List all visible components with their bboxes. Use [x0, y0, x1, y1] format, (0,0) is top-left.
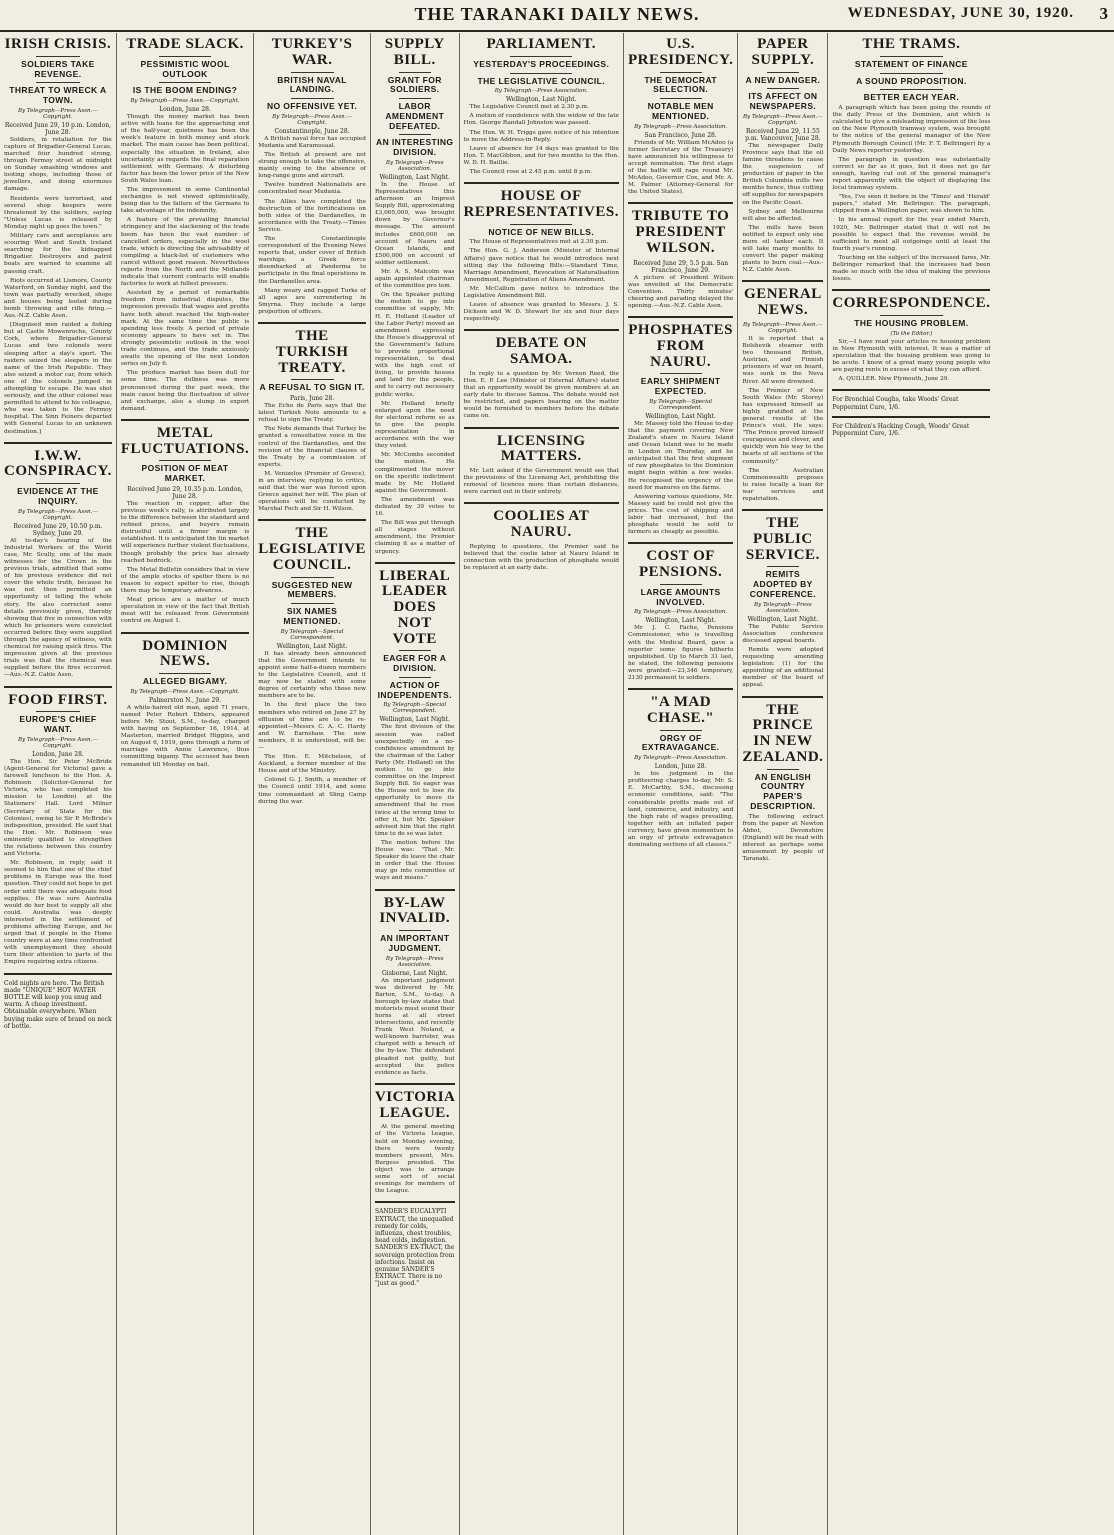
article-subheading: SIX NAMES MENTIONED. — [283, 606, 341, 627]
article — [121, 37, 249, 413]
article-divider — [375, 562, 455, 564]
headline-rule — [291, 577, 334, 578]
article-headline: BY-LAW INVALID. — [379, 894, 451, 927]
article — [258, 322, 366, 513]
headline-rule — [399, 98, 431, 99]
article-paragraph: Replying to questions, the Premier said he believed that the coolie labor at Nauru Island in connection with the production of phosphate would be replaced at an early date. — [463, 543, 619, 572]
article-dateline: Wellington, Last Night. — [276, 642, 348, 650]
article-headline: HOUSE OF REPRESENTATIVES. — [463, 188, 619, 220]
article-paragraph: Remits were adopted requesting amending legislation: (1) for the appointing of an additional member of the board of appeal. — [742, 646, 824, 689]
article-headline: CORRESPONDENCE. — [832, 295, 991, 312]
article-subheading: LARGE AMOUNTS INVOLVED. — [640, 586, 721, 607]
article-headline: PARLIAMENT. — [486, 36, 597, 52]
article-paragraph: The Premier of New South Wales (Mr. Storey) has expressed himself as highly gratified at the general results of the Prince's visit. He says: "The Prince proved himself courageous and clever, and quickly won his way to the hearts of all sections of the community." — [742, 387, 824, 465]
article-headline: LIBERAL LEADER DOES NOT VOTE — [379, 567, 451, 647]
article-dateline: Received June 29, 5.5 p.m. San Francisco, June 29. — [633, 259, 729, 274]
article-subheading: EARLY SHIPMENT EXPECTED. — [640, 376, 721, 397]
column-4 — [371, 33, 460, 1535]
article-paragraph: Mr. Holland briefly enlarged upon the need for electoral reform so as to give the people representation in accordance with the way they voted. — [374, 400, 455, 450]
article-paragraph: Mr. Massey told the House to-day that the payment covering New Zealand's share in Nauru Island and Ocean Island was to be made in London on Thursday, and he anticipated that the first shipment of raw phosphates to the Dominion might begin within a few weeks. He recognised the urgency of the need for manures on the farms. — [627, 420, 734, 491]
article-headline: THE PUBLIC SERVICE. — [745, 515, 820, 563]
headline-rule — [159, 673, 210, 674]
article-paragraph: Colonel G. J. Smith, a member of the Council until 1914, and some time commandant at Sling Camp during the war. — [258, 777, 366, 805]
article-subheading: THE LEGISLATIVE COUNCIL. — [477, 75, 605, 86]
article-headline: THE TRAMS. — [862, 36, 961, 52]
article-headline: COST OF PENSIONS. — [639, 548, 723, 581]
headline-rule — [291, 98, 334, 99]
headline-rule — [510, 73, 572, 74]
article — [742, 509, 823, 689]
headline-rule — [399, 72, 431, 73]
article-paragraph: A white-haired old man, aged 71 years, named Peter Robert Ebbers, appeared before Mr. Stout, S.M., to-day, charged with having on September 16, 1914, at Masterton, married Bridget Higgins, and on August 6, 1919, gone through a form of marriage with Annie Lawrence, thus committing bigamy. The accused has been remanded till Monday on bail. — [120, 704, 250, 768]
article-paragraph: The paragraph in question was substantially correct so far as it goes, but it does not go far enough, having cut out of the general manager's report apparently with the object of displaying the local tramway system. — [832, 156, 991, 192]
headline-rule — [767, 769, 799, 770]
article-subheading: A NEW DANGER. — [745, 74, 821, 85]
article-byline: By Telegraph—Special Correspondent. — [649, 398, 713, 411]
article-paragraph: Assisted by a period of remarkable freedom from industrial disputes, the impression prevails that wages and profits have both about reached the high-water mark. At the same time the public is spending less freely. A period of private economy appears to have set in. The strongly pessimistic outlook in the wool trade continues, and the trade anxiously awaits the opening of the next London series on July 6. — [120, 290, 250, 368]
article-paragraph: Mr. A. S. Malcolm was again appointed chairman of the committee pro tem. — [374, 268, 455, 290]
article-paragraph: "Yes, I've seen it before in the 'Times' and 'Herald' papers," stated Mr. Bellringer. The paragraph, clipped from a Wellington paper, was shown to him. — [832, 194, 991, 215]
article — [464, 329, 619, 420]
article-headline: "A MAD CHASE." — [647, 694, 715, 726]
article-dateline: Received June 29, 10.35 p.m. London, June 28. — [127, 485, 243, 500]
headline-rule — [767, 72, 799, 73]
article — [628, 202, 733, 310]
article-subheading: THE DEMOCRAT SELECTION. — [644, 74, 717, 95]
headline-rule — [291, 72, 334, 73]
article-subheading: IS THE BOOM ENDING? — [132, 85, 238, 96]
article-subheading: AN IMPORTANT JUDGMENT. — [380, 933, 450, 953]
article-byline: By Telegraph—Press Assn.—Copyright. — [130, 688, 240, 695]
article-subheading: NOTICE OF NEW BILLS. — [488, 226, 595, 237]
article — [464, 427, 619, 497]
masthead — [0, 0, 1114, 32]
headline-rule — [767, 88, 799, 89]
article-headline: METAL FLUCTUATIONS. — [120, 424, 250, 457]
article-byline: (To the Editor.) — [890, 330, 933, 337]
article-divider — [258, 322, 366, 324]
ad-divider — [832, 389, 990, 391]
headline-rule — [880, 315, 943, 316]
article — [742, 696, 823, 864]
article-dateline: London, June 28. — [32, 750, 84, 758]
article — [628, 316, 733, 536]
ad-divider — [4, 973, 112, 975]
article-dateline: Wellington, Last Night. — [505, 96, 577, 104]
article-paragraph: The amendment was defeated by 39 votes to 16. — [374, 496, 455, 518]
article-divider — [832, 289, 990, 291]
article-paragraph: The Hon. G. J. Anderson (Minister of Internal Affairs) gave notice that he would introduce next sitting day the following Bills:—Standard Time, Marriage Amendment, Revocation of Naturalisation Amendment, Registration of Aliens Amendment. — [463, 248, 619, 283]
headline-rule — [660, 730, 702, 731]
article-paragraph: At the general meeting of the Victoria League, held on Monday evening, there were twenty members present, Mrs. Burgess presided. The object was to arrange some sort of social evenings for members of the League. — [374, 1124, 455, 1195]
article-headline: THE TURKISH TREATY. — [275, 328, 349, 376]
article-paragraph: Leave of absence was granted to Messrs. J. S. Dickson and W. D. Stewart for six and four days respectively. — [463, 302, 619, 323]
article-paragraph: Soldiers, in retaliation for the capture of Brigadier-General Lucas, marched four hundred strong, through Fermoy street at midnight on Sunday smashing windows and looting shops, including those of jewellers, and doing enormous damage. — [4, 136, 112, 193]
page-number: 3 — [1099, 4, 1108, 23]
article-paragraph: The motion before the House was: "That Mr. Speaker do leave the chair in order that the House may go into committee of ways and means." — [374, 839, 455, 882]
article-byline: By Telegraph—Press Assn.—Copyright. — [272, 113, 352, 126]
article-paragraph: The Legislative Council met at 2.30 p.m. — [469, 104, 589, 111]
article-paragraph: The Echo de Paris says that the latest Turkish Note amounts to a refusal to sign the Treaty. — [258, 403, 366, 424]
article — [742, 37, 823, 274]
article-dateline: London, June 28. — [159, 106, 211, 114]
article-headline: VICTORIA LEAGUE. — [374, 1088, 456, 1121]
article-subheading: SUGGESTED NEW MEMBERS. — [271, 579, 353, 600]
issue-date: WEDNESDAY, JUNE 30, 1920. — [847, 5, 1074, 21]
article-headline: TRADE SLACK. — [126, 36, 244, 52]
article-paragraph: A. QUILLER. New Plymouth, June 29. — [838, 376, 950, 383]
article-paragraph: The Note demands that Turkey be granted a consultative voice in the control of the Dardanelles, and the revision of the financial clauses of the Treaty by a commission of experts. — [258, 426, 366, 468]
article-paragraph: A paragraph which has been going the rounds of the daily Press of the Dominion, and which is calculated to give a misleading impression of the loss on the New Plymouth tramway system, was brought to the notice of the general manager of the New Plymouth Borough Council (Mr. F. T. Bellringer) by a Daily News reporter yesterday. — [832, 105, 991, 154]
advertisement-text: For Bronchial Coughs, take Woods' Great Peppermint Cure, 1/6. — [832, 396, 959, 411]
article-paragraph: Mr. J. C. Fache, Pensions Commissioner, who is travelling with the Medical Board, gave a reporter some figures hitherto unpublished. Up to March 31 last, he stated, the following pensions were granted:—23,346 temporary, 2130 permanent to soldiers. — [627, 625, 734, 681]
article-columns — [0, 33, 1114, 1535]
article-paragraph: The Hon. Sir Peter McBride (Agent-General for Victoria) gave a farewell luncheon to the Hon. A. Robinson (Solicitor-General for Victoria, who has completed his mission to London) at the Stationers' Hall. Lord Milner (Secretary of State for the Colonies), owing to Sir P. McBride's indisposition, presided. He said that the Hon. Mr. Robinson was eminently qualified to strengthen the relations between this country and Victoria. — [4, 758, 112, 858]
article-headline: LICENSING MATTERS. — [496, 432, 586, 465]
article-paragraph: The Australian Commonwealth proposes to raise locally a loan for war services and repatriation. — [742, 467, 824, 503]
article-paragraph: At to-day's hearing of the Industrial Workers of the World case, Mr. Scully, one of the main witnesses for the Crown in the previous trials, admitted that some of his previous evidence did not cover the whole truth, because he was not then permitted an opportunity of telling the whole story. He also corrected some details previously given, thereby showing that five in connection with which he prisoners were convicted occurred before they were supplied through the agency of witness, with chemical for raising quick fires. The impression given at the previous trials was that the chemical was supplied before the fires occurred.—Aus.-N.Z. Cable Assn. — [4, 537, 112, 679]
article-byline: By Telegraph—Press Association. — [634, 609, 728, 616]
article-subheading: POSITION OF MEAT MARKET. — [141, 463, 229, 484]
headline-rule — [660, 72, 702, 73]
article — [375, 562, 455, 883]
article-paragraph: Mr. McCombs seconded the motion. He complimented the mover on the specific indictment made by Mr. Holland against the Government. — [374, 452, 455, 494]
article-paragraph: A British naval force has occupied Mudania and Karamusaal. — [258, 135, 366, 149]
article-dateline: Wellington, Last Night. — [747, 615, 819, 623]
article-paragraph: Leave of absence for 14 days was granted to the Hon. T. MacGibbon, and for two months to the Hon. W. D. H. Baillie. — [463, 145, 619, 166]
article-divider — [742, 509, 823, 511]
article-subheading: AN INTERESTING DIVISION. — [376, 137, 454, 158]
article-paragraph: M. Venizelos (Premier of Greece), in an interview, replying to critics, said that the war was forced upon Greece against her will. The plan of operations will be conducted by Marshal Foch and Sir H. Wilson. — [258, 470, 366, 513]
article-headline: THE LEGISLATIVE COUNCIL. — [258, 525, 366, 573]
ad-divider — [375, 1201, 455, 1203]
article-subheading: ACTION OF INDEPENDENTS. — [377, 679, 452, 700]
article-headline: DEBATE ON SAMOA. — [495, 335, 587, 368]
article-paragraph: Mr. McCallum gave notice to introduce the Legislative Amendment Bill. — [463, 285, 619, 300]
article-divider — [742, 280, 823, 282]
article — [121, 419, 249, 626]
article — [742, 280, 823, 503]
article-paragraph: The first division of the session was called unexpectedly on a no-confidence amendment by the chairman of the Labor Party (Mr. Holland) on the motion to go into committee on the Imprest Supply Bill. So eager was the House not to lose its opportunity to move its amendment that he rose twice at the wrong time to offer it, but Mr. Speaker advised him that the right time to do so was later. — [374, 724, 455, 837]
article-byline: By Telegraph—Press Assn.—Copyright. — [742, 113, 823, 126]
article-dateline: Palmerston N., June 29. — [149, 696, 222, 704]
article-paragraph: In his annual report for the year ended March, 1920, Mr. Bellringer stated that it will not be possible to expect that the revenue would be sufficient to meet all outgoings until at least the fourth year's running. — [832, 217, 991, 252]
article-dateline: Constantinople, June 28. — [274, 127, 350, 135]
headline-rule — [767, 566, 799, 567]
article-byline: By Telegraph—Press Assn.—Copyright. — [18, 736, 98, 749]
article-paragraph: An important judgment was delivered by Mr. Barton, S.M., to-day. A borough by-law states that motorists must sound their horns at all street intersections, and recently Frank West Noland, a well-known barrister, was charged with a breach of the by-law. The defendant pleaded not guilty, but accepted the police evidence as facts. — [374, 977, 455, 1076]
column-7 — [738, 33, 828, 1535]
headline-rule — [399, 677, 431, 678]
article-subheading: A REFUSAL TO SIGN IT. — [259, 382, 365, 393]
article-paragraph: Meat prices are a matter of much speculation in view of the fact that British meat will be released from Government control on August 1. — [120, 597, 250, 625]
article-headline: U.S. PRESIDENCY. — [627, 36, 734, 68]
article-paragraph: Riots occurred at Lismore, County Waterford, on Sunday night, and the town was partially wrecked, shops and houses being looted during bomb throwing and rifle firing.—Aus.-N.Z. Cable Assn. — [4, 277, 112, 320]
article-headline: COOLIES AT NAURU. — [493, 508, 590, 541]
article — [4, 37, 112, 436]
article — [832, 37, 990, 283]
headline-rule — [159, 460, 210, 461]
article-divider — [4, 686, 112, 688]
article-paragraph: Sir,—I have read your articles re housing problem in New Plymouth with interest. It was a matter of speculation that the housing problem was going to be acute. I know of a great many young people who are paying rents in excess of what they can afford. — [832, 338, 991, 374]
article-byline: By Telegraph—Press Association. — [494, 88, 588, 95]
article-divider — [628, 542, 733, 544]
article-dateline: Received June 29, 10.50 p.m. Sydney, June 29. — [13, 522, 103, 537]
article — [832, 289, 990, 383]
headline-rule — [660, 584, 702, 585]
article-byline: By Telegraph—Special Correspondent. — [383, 702, 447, 715]
advertisement — [832, 423, 990, 437]
article-headline: IRISH CRISIS. — [4, 36, 112, 52]
article-subheading: EVIDENCE AT THE INQUIRY. — [17, 486, 99, 506]
headline-rule — [159, 82, 210, 83]
article-subheading: BETTER EACH YEAR. — [863, 92, 960, 103]
article-paragraph: The newspaper Daily Province says that the oil famine threatens to cause the suspension of production of paper in the British Columbia mills two months hence, thus cutting off supplies for newspapers on the Pacific Coast. — [742, 142, 824, 206]
article-divider — [121, 419, 249, 421]
article-paragraph: The improvement in some Continental exchanges is not viewed optimistically, being due to the failure of the Germans to take advantage of the indemnity. — [120, 186, 250, 215]
column-5 — [460, 33, 624, 1535]
article-paragraph: The reaction in copper, after the previous week's rally, is attributed largely to the difference between the standard and refined prices, and buyers remain distrustful until a firmer margin is established. It is anticipated the tin market will experience further violent fluctuations, though probably the price has already reached bedrock. — [120, 500, 250, 564]
column-1 — [0, 33, 117, 1535]
article-divider — [375, 889, 455, 891]
article-divider — [375, 1083, 455, 1085]
article — [628, 688, 733, 849]
article-paragraph: The British at present are not strong enough to take the offensive, mainly owing to the absence of long-range guns and aircraft. — [258, 151, 366, 180]
headline-rule — [660, 373, 702, 374]
article-divider — [258, 519, 366, 521]
article — [4, 686, 112, 967]
article-subheading: BRITISH NAVAL LANDING. — [277, 74, 347, 95]
article-subheading: YESTERDAY'S PROCEEDINGS. — [473, 58, 610, 69]
headline-rule — [510, 224, 572, 225]
article — [464, 502, 619, 572]
article-paragraph: Friends of Mr. William McAdoo (a former Secretary of the Treasury) have announced his willingness to accept nomination. The first stage of the battle will rage round Mr. McAdoo, Governor Cox, and Mr. A. M. Palmer (Attorney-General for the United States). — [627, 139, 734, 196]
article-paragraph: The produce market has been dull for some time. The dullness was more pronounced during the past week, the main cause being the fluctuation of silver and exchange, also a slump in export demand. — [120, 370, 250, 412]
article-paragraph: The Hon. E. Mitchelson, of Auckland, a former member of the House and of the Ministry. — [258, 754, 366, 775]
advertisement-text: Cold nights are here. The British made "UNIQUE" HOT WATER BOTTLE will keep you snug and warm. A cheap investment. Obtainable everywhere. When buying make sure of brand on neck of bottle. — [4, 979, 112, 1030]
article-divider — [742, 696, 823, 698]
article-subheading: STATEMENT OF FINANCE — [854, 58, 968, 69]
article-paragraph: Mr. Lett asked if the Government would see that the provisions of the Licensing Act, prohibiting the removal of licences more than certain distances, were carried out in their entirety. — [463, 468, 619, 496]
advertisement — [832, 396, 990, 410]
article-paragraph: A picture of President Wilson was unveiled at the Democratic Convention. Thirty minutes' cheering and parading delayed the opening.—Aus.-N.Z. Cable Assn. — [627, 274, 734, 309]
headline-rule — [660, 98, 702, 99]
headline-rule — [159, 56, 210, 57]
advertisement — [4, 980, 112, 1030]
headline-rule — [36, 82, 79, 83]
article-byline: By Telegraph—Press Association. — [385, 955, 444, 968]
article-paragraph: Though the money market has been active with loans for the approaching end of the half-year, quietness has been the week's feature in both money and stock market. The main cause has been political, especially the situation in Ireland, also uncertainty as regards the final reparation settlement with Germany. A disturbing factor has been the lower price of the New South Wales loan. — [120, 114, 250, 184]
article-dateline: Gisborne, Last Night. — [382, 969, 448, 977]
article-divider — [4, 442, 112, 444]
article-paragraph: It is reported that a Bolshevik steamer with two thousand British, Austrian, and Finnish prisoners of war on board, was sunk in the Neva River. All were drowned. — [742, 335, 824, 385]
column-6 — [624, 33, 738, 1535]
article-paragraph: In the House of Representatives this afternoon an Imprest Supply Bill, approximating £3,065,000, was brought down by Governor's message. The amount includes £600,000 on account of Nauru and Ocean Islands, and £500,000 on account of soldier settlement. — [374, 181, 455, 266]
headline-rule — [399, 650, 431, 651]
article-paragraph: The Metal Bulletin considers that in view of the ample stocks of spelter there is no reason to expect spelter to rise, though there may be temporary advances. — [120, 566, 250, 595]
article-divider — [464, 182, 619, 184]
headline-rule — [291, 603, 334, 604]
article-byline: By Telegraph—Press Association. — [385, 159, 444, 172]
article-paragraph: Many weary and ragged Turks of all ages are surrendering in Smyrna. They include a large proportion of officers. — [258, 287, 366, 315]
article — [375, 37, 455, 556]
article-dateline: Wellington, Last Night. — [645, 412, 716, 420]
headline-rule — [291, 379, 334, 380]
article-headline: TURKEY'S WAR. — [271, 36, 353, 68]
article-paragraph: In reply to a question by Mr. Vernon Reed, the Hon. E. P. Lee (Minister of External Affairs) stated that an opportunity would be given members at an early date to discuss Samoa. The debate would not be restricted, and papers bearing on the matter would be furnished to members before the debate came on. — [463, 370, 619, 420]
article-headline: THE PRINCE IN NEW ZEALAND. — [742, 701, 824, 765]
article — [375, 1083, 455, 1195]
newspaper-title: THE TARANAKI DAILY NEWS. — [414, 4, 700, 24]
article-subheading: THREAT TO WRECK A TOWN. — [9, 85, 107, 106]
article — [375, 889, 455, 1077]
article — [464, 37, 619, 176]
article-subheading: AN ENGLISH COUNTRY PAPER'S DESCRIPTION. — [750, 771, 816, 811]
article-dateline: Wellington, Last Night. — [645, 617, 716, 625]
article-dateline: Paris, June 28. — [289, 395, 335, 403]
article-paragraph: A motion of condolence with the widow of the late Hon. George Randall Johnston was passed. — [463, 113, 619, 127]
article-byline: By Telegraph—Press Association. — [634, 755, 728, 762]
article-paragraph: Residents were terrorised, and several shop keepers were threatened by the soldiers, saying "Unless Lucas is released by Monday night up goes the town." — [4, 195, 112, 230]
article-dateline: Received June 29, 11.55 p.m. Vancouver, June 28. — [745, 127, 821, 142]
article-divider — [628, 688, 733, 690]
article-subheading: PESSIMISTIC WOOL OUTLOOK — [140, 58, 230, 79]
article-headline: FOOD FIRST. — [8, 691, 108, 708]
article-paragraph: The following extract from the paper at Newton Abbot, Devonshire (England) will be read with interest as perhaps some amusement by people of Taranaki. — [742, 813, 824, 863]
article-byline: By Telegraph—Press Assn.—Copyright. — [742, 321, 823, 334]
article-paragraph: [Disguised men raided a fishing but at Castle Mowenroche, County Cork, where Brigadier-General Lucas and two colonels were sleeping after a day's sport. The raiders seized the sleepers in the name of the Irish Republic. They also seized a motor car, from which one of the colonels jumped in attempting to escape. He was shot seriously, and the other colonel was permitted to attend to his colleague, who was taken to the Fermoy hospital. The Sinn Feiners departed with General Lucas to an unknown destination.] — [4, 322, 112, 435]
article-subheading: NOTABLE MEN MENTIONED. — [647, 101, 714, 121]
article-paragraph: Twelve hundred Nationalists are concentrated near Mudania. — [258, 182, 366, 196]
article-paragraph: The Public Service Association conference discussed appeal boards. — [742, 623, 824, 644]
article-dateline: London, June 28. — [654, 763, 707, 771]
article-headline: DOMINION NEWS. — [142, 637, 228, 670]
article-subheading: ITS AFFECT ON NEWSPAPERS. — [748, 91, 818, 112]
article-headline: PAPER SUPPLY. — [751, 36, 815, 68]
headline-rule — [399, 930, 431, 931]
article-byline: By Telegraph—Press Association. — [754, 601, 812, 614]
article-paragraph: The House of Representatives met at 2.30 p.m. — [469, 239, 609, 246]
article-subheading: ALLEGED BIGAMY. — [142, 676, 228, 687]
article-byline: By Telegraph—Press Assn.—Copyright. — [130, 98, 240, 105]
article-paragraph: Touching on the subject of the increased fares, Mr. Bellringer remarked that the increases had been made so much with the idea of making the previous losses. — [832, 254, 991, 283]
article — [258, 37, 366, 316]
article-dateline: Wellington, Last Night. — [379, 173, 451, 181]
article-dateline: Received June 29, 10 p.m. London, June 28. — [4, 121, 111, 136]
article-headline: GENERAL NEWS. — [744, 286, 822, 319]
article — [464, 182, 619, 323]
article-subheading: REMITS ADOPTED BY CONFERENCE. — [749, 569, 817, 599]
article — [258, 519, 366, 805]
advertisement-text: For Children's Hacking Cough, Woods' Great Peppermint Cure, 1/6. — [832, 422, 970, 437]
article — [121, 632, 249, 769]
article-divider — [464, 502, 619, 504]
article-subheading: GRANT FOR SOLDIERS. — [387, 74, 442, 95]
headline-rule — [36, 711, 79, 712]
article-paragraph: The Allies have completed the destruction of the fortifications on both sides of the Dardanelles, in accordance with the Treaty.—Times Service. — [258, 198, 366, 233]
article-paragraph: The Council rose at 2.45 p.m. until 8 p.m. — [469, 169, 593, 176]
article-paragraph: The mills have been notified to expect only one more oil tanker each. It will take many months to convert the paper making plants to burn coal.—Aus.-N.Z. Cable Assn. — [742, 224, 824, 274]
article-byline: By Telegraph—Press Assn.—Copyright. — [18, 508, 98, 521]
column-3 — [254, 33, 371, 1535]
article-byline: By Telegraph—Special Correspondent. — [280, 628, 344, 641]
article-headline: SUPPLY BILL. — [384, 36, 445, 68]
column-2 — [117, 33, 254, 1535]
article-subheading: LABOR AMENDMENT DEFEATED. — [385, 101, 445, 131]
headline-rule — [36, 483, 79, 484]
article-paragraph: Answering various questions, Mr. Massey said he could not give the prices. The cost of shipping and labor had increased, but the phosphate would be sold to farmers as cheaply as possible. — [627, 493, 734, 536]
article-subheading: ORGY OF EXTRAVAGANCE. — [641, 732, 720, 753]
headline-rule — [510, 56, 572, 57]
article-divider — [121, 632, 249, 634]
article-paragraph: It has already been announced that the Government intends to appoint some half-a-dozen members to the Legislative Council, and it may now be stated with some degree of certainty who those new members are to be. — [258, 650, 366, 700]
article-paragraph: A feature of the prevailing financial stringency and the slackening of the trade boom has been the vast number of cancelled orders, especially in the wool trade, which is directing the advisability of compiling a black-list of customers who cancel without good reason. Nevertheless reports from the North and the Midlands indicate that current contracts will enable factories to work at fullest pressure. — [120, 217, 250, 288]
article-paragraph: Mr. Robinson, in reply, said it seemed to him that one of the chief problems in Europe was the food question. They could not hope to get order until there was adequate food supplies. He was sure Australia would do her best to supply all she could. Australia was deeply interested in the settlement of problems affecting Europe, and he urged that if people in the Home country were at any time confronted with unemployment they should turn their attention to parts of the Empire requiring extra citizens. — [4, 860, 112, 966]
article-headline: PHOSPHATES FROM NAURU. — [628, 322, 734, 370]
article-subheading: EAGER FOR A DIVISION. — [383, 653, 447, 674]
ad-divider — [832, 416, 990, 418]
article-headline: I.W.W. CONSPIRACY. — [4, 447, 112, 480]
article — [628, 542, 733, 682]
article-paragraph: Military cars and aeroplanes are scouring West and South Ireland searching for the kidnapped Brigadier. Destroyers and patrol boats are warned to examine all passing craft. — [4, 233, 112, 275]
article — [628, 37, 733, 196]
article-subheading: EUROPE'S CHIEF WANT. — [19, 714, 97, 735]
article-dateline: San Francisco, June 28. — [644, 131, 717, 139]
article-paragraph: In the first place the two members who retired on June 27 by effluxion of time are to be re-appointed—Messrs C. A. C. Hardy and W. Earnshaw. The new members, it is understood, will be:— — [258, 702, 366, 751]
article-subheading: SOLDIERS TAKE REVENGE. — [21, 58, 95, 79]
article — [4, 442, 112, 680]
article-divider — [628, 202, 733, 204]
column-8 — [828, 33, 994, 1535]
article-paragraph: In his judgment in the profiteering charges to-day, Mr. S. E. McCarthy, S.M., discussing economic conditions, said: "The considerable profits made out of land, commerce, and industry, and the high rate of wages prevailing, together with an inflated paper currency, have given momentum to an orgy of private extravagance dominating sections of all classes." — [627, 771, 734, 849]
article-dateline: Wellington, Last Night. — [379, 716, 451, 724]
advertisement-text: SANDER'S EUCALYPTI EXTRACT, the unequalled remedy for colds, influenza, chest troubles, head colds, indigestion. SANDER'S EX-TRACT, the sovereign protection from infections. Insist on genuine SANDER'S EXTRACT. There is no "just as good." — [374, 1208, 455, 1288]
article-subheading: A SOUND PROPOSITION. — [856, 75, 967, 86]
article-divider — [464, 329, 619, 331]
article-divider — [628, 316, 733, 318]
headline-rule — [880, 73, 943, 74]
article-paragraph: Sydney and Melbourne will also be affected. — [742, 208, 824, 222]
article-byline: By Telegraph—Press Association. — [634, 123, 728, 130]
advertisement — [375, 1208, 455, 1287]
headline-rule — [880, 56, 943, 57]
article-divider — [464, 427, 619, 429]
headline-rule — [36, 56, 79, 57]
article-paragraph: The Constantinople correspondent of the Evening News reports that, under cover of British warships, a Greek force disembarked at Panderma to participate in the final operations in the Dardanelles area. — [258, 236, 366, 285]
article-subheading: NO OFFENSIVE YET. — [266, 101, 358, 112]
article-paragraph: The Hon. W. H. Triggs gave notice of his intention to move the Address-in-Reply. — [463, 129, 619, 143]
article-subheading: THE HOUSING PROBLEM. — [854, 318, 969, 329]
article-paragraph: On the Speaker putting the motion to go into committee of supply, Mr. H. E. Holland (Leader of the Labor Party) moved an amendment expressing the House's disapproval of the Government's failure to provide proportional representation, to deal with the high cost of living, to provide houses and land for the people, and to carry out necessary public works. — [374, 292, 455, 398]
headline-rule — [880, 89, 943, 90]
article-paragraph: The Bill was put through all stages without amendment, the Premier claiming it as a matter of urgency. — [374, 520, 455, 555]
article-byline: By Telegraph—Press Assn.—Copyright. — [18, 107, 98, 120]
headline-rule — [399, 134, 431, 135]
article-headline: TRIBUTE TO PRESIDENT WILSON. — [631, 208, 730, 256]
